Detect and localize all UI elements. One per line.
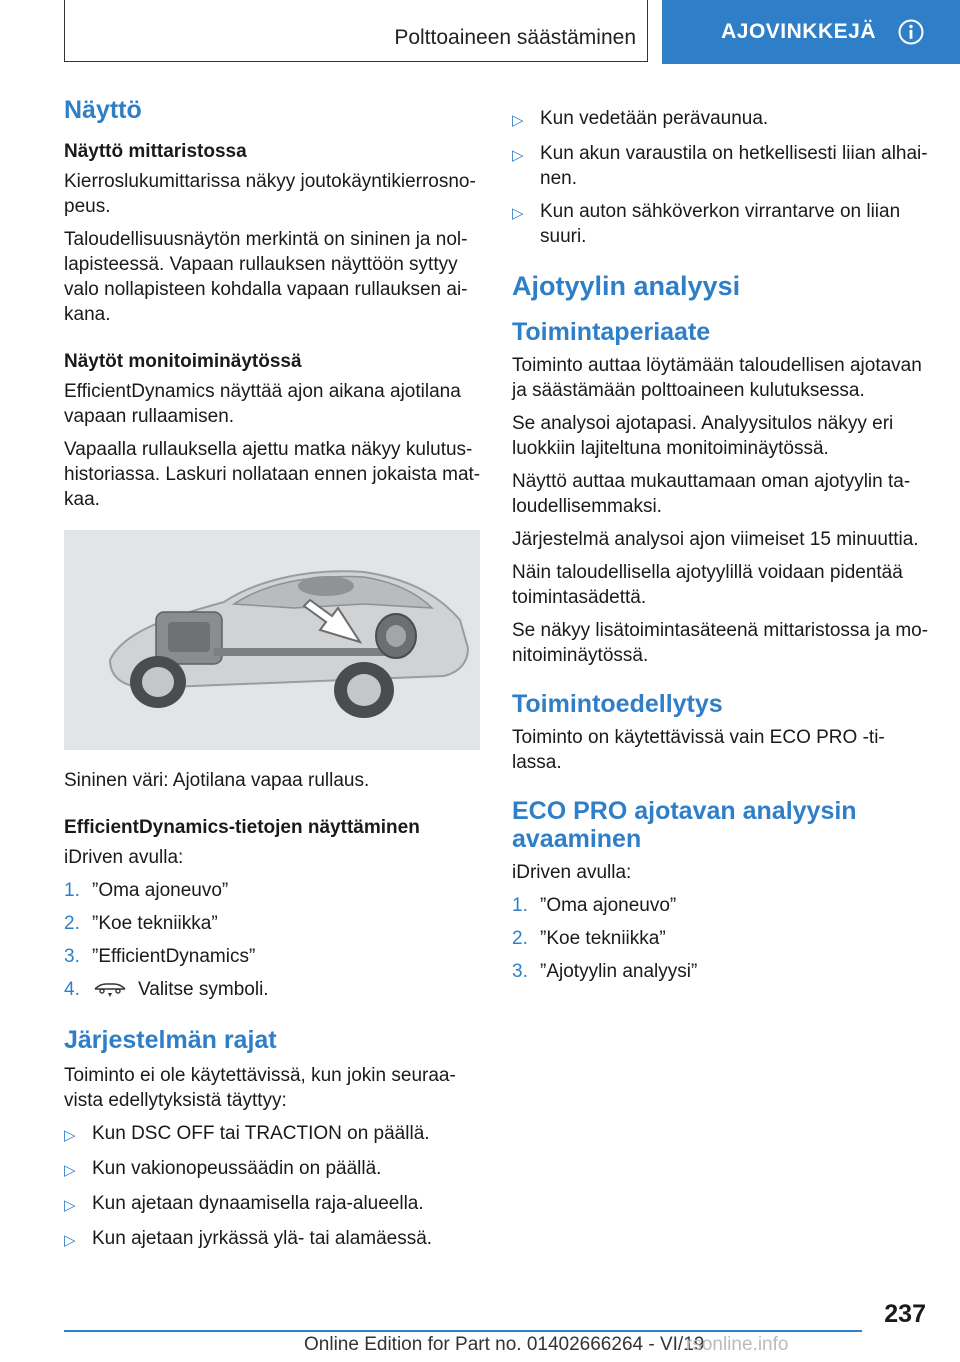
car-illustration [64, 530, 480, 750]
figure-caption: Sininen väri: Ajotilana vapaa rullaus. [64, 769, 370, 791]
paragraph: Toiminto auttaa löytämään taloudellisen ajotavan ja säästämään polttoaineen kulutuksessa. [512, 354, 922, 401]
subheading-efficient: EfficientDynamics-tietojen näyttäminen [64, 816, 420, 838]
steps-list [512, 893, 930, 984]
car-symbol-icon [92, 978, 128, 998]
heading-edellytys: Toimintoedellytys [512, 689, 723, 718]
triangle-bullet-icon: ▷ [512, 147, 524, 164]
paragraph: Järjestelmä analysoi ajon viimeiset 15 minuuttia. [512, 528, 919, 550]
list-item: 1. ”Oma ajoneuvo” [64, 879, 229, 901]
header-tab-label: AJOVINKKEJÄ [721, 20, 876, 43]
triangle-bullet-icon: ▷ [64, 1231, 76, 1249]
list-item: 4. Valitse symboli. [64, 978, 269, 1000]
idrive-intro: iDriven avulla: [512, 862, 632, 884]
subheading-monitori: Näytöt monitoiminäytössä [64, 350, 302, 372]
triangle-bullet-icon: ▷ [64, 1196, 76, 1214]
triangle-bullet-icon: ▷ [64, 1126, 76, 1144]
right-column [512, 106, 930, 992]
paragraph: EfficientDynamics näyttää ajon aikana ajotilana vapaan rullaamisen. [64, 380, 461, 427]
list-item: 2. ”Koe tekniikka” [64, 912, 218, 934]
list-item: ▷ Kun DSC OFF tai TRACTION on päällä. [64, 1121, 482, 1148]
heading-analyysi: Ajotyylin analyysi [512, 271, 741, 301]
heading-eco: ECO PRO ajotavan analyysin avaaminen [512, 796, 857, 854]
footer-edition: Online Edition for Part no. 01402666264 - VI/19 [304, 1334, 705, 1355]
header-tab[interactable] [662, 0, 960, 64]
list-item: ▷ Kun ajetaan jyrkässä ylä- tai alamäessä. [64, 1226, 482, 1253]
conditions-list [64, 1121, 482, 1253]
paragraph: Taloudellisuusnäytön merkintä on sininen ja nol-lapisteessä. Vapaan rullauksen näyttöön syttyy valo nollapisteen kohdalla vapaan rullauksen ai-kana. [64, 228, 468, 325]
list-item: ▷ Kun vedetään perävaunua. [512, 106, 930, 133]
triangle-bullet-icon: ▷ [512, 112, 524, 129]
triangle-bullet-icon: ▷ [64, 1161, 76, 1179]
list-item: ▷ Kun akun varaustila on hetkellisesti liian alhai-nen. [512, 143, 928, 189]
conditions-list-continued [512, 106, 930, 249]
paragraph: Toiminto ei ole käytettävissä, kun jokin seuraa-vista edellytyksistä täyttyy: [64, 1064, 456, 1111]
heading-naytto: Näyttö [64, 96, 142, 124]
heading-periaate: Toimintaperiaate [512, 318, 711, 347]
header-section-title: Polttoaineen säästäminen [394, 26, 636, 49]
paragraph: Toiminto on käytettävissä vain ECO PRO -ti-lassa. [512, 726, 885, 773]
subheading-mittaristo: Näyttö mittaristossa [64, 140, 247, 162]
left-column [64, 96, 482, 1261]
info-circle-icon[interactable] [898, 19, 924, 45]
paragraph: Se näkyy lisätoimintasäteenä mittaristossa ja mo-nitoiminäytössä. [512, 619, 929, 666]
car-illustration-graphic [64, 530, 480, 750]
triangle-bullet-icon: ▷ [512, 205, 524, 222]
paragraph: Vapaalla rullauksella ajettu matka näkyy kulutus-historiassa. Laskuri nollataan ennen jokaista mat-kaa. [64, 438, 481, 510]
paragraph: Näin taloudellisella ajotyylillä voidaan pidentää toimintasädettä. [512, 561, 903, 608]
idrive-intro: iDriven avulla: [64, 846, 184, 868]
page-number: 237 [884, 1300, 926, 1328]
list-item: ▷ Kun auton sähköverkon virrantarve on liian suuri. [512, 201, 901, 247]
footer-watermark: rsonline.info [686, 1334, 789, 1355]
list-item: 2. ”Koe tekniikka” [512, 928, 666, 950]
heading-rajat: Järjestelmän rajat [64, 1025, 277, 1054]
list-item: ▷ Kun vakionopeussäädin on päällä. [64, 1156, 482, 1183]
steps-list [64, 878, 482, 1002]
list-item: 1. ”Oma ajoneuvo” [512, 895, 677, 917]
list-item: 3. ”Ajotyylin analyysi” [512, 961, 698, 983]
paragraph: Kierroslukumittarissa näkyy joutokäyntikierrosno-peus. [64, 170, 476, 217]
list-item: ▷ Kun ajetaan dynaamisella raja-alueella. [64, 1191, 482, 1218]
list-item: 3. ”EfficientDynamics” [64, 945, 256, 967]
paragraph: Näyttö auttaa mukauttamaan oman ajotyylin ta-loudellisemmaksi. [512, 470, 911, 517]
paragraph: Se analysoi ajotapasi. Analyysitulos näkyy eri luokkiin lajiteltuna monitoiminäytössä. [512, 412, 894, 459]
footer-divider [64, 1330, 862, 1332]
